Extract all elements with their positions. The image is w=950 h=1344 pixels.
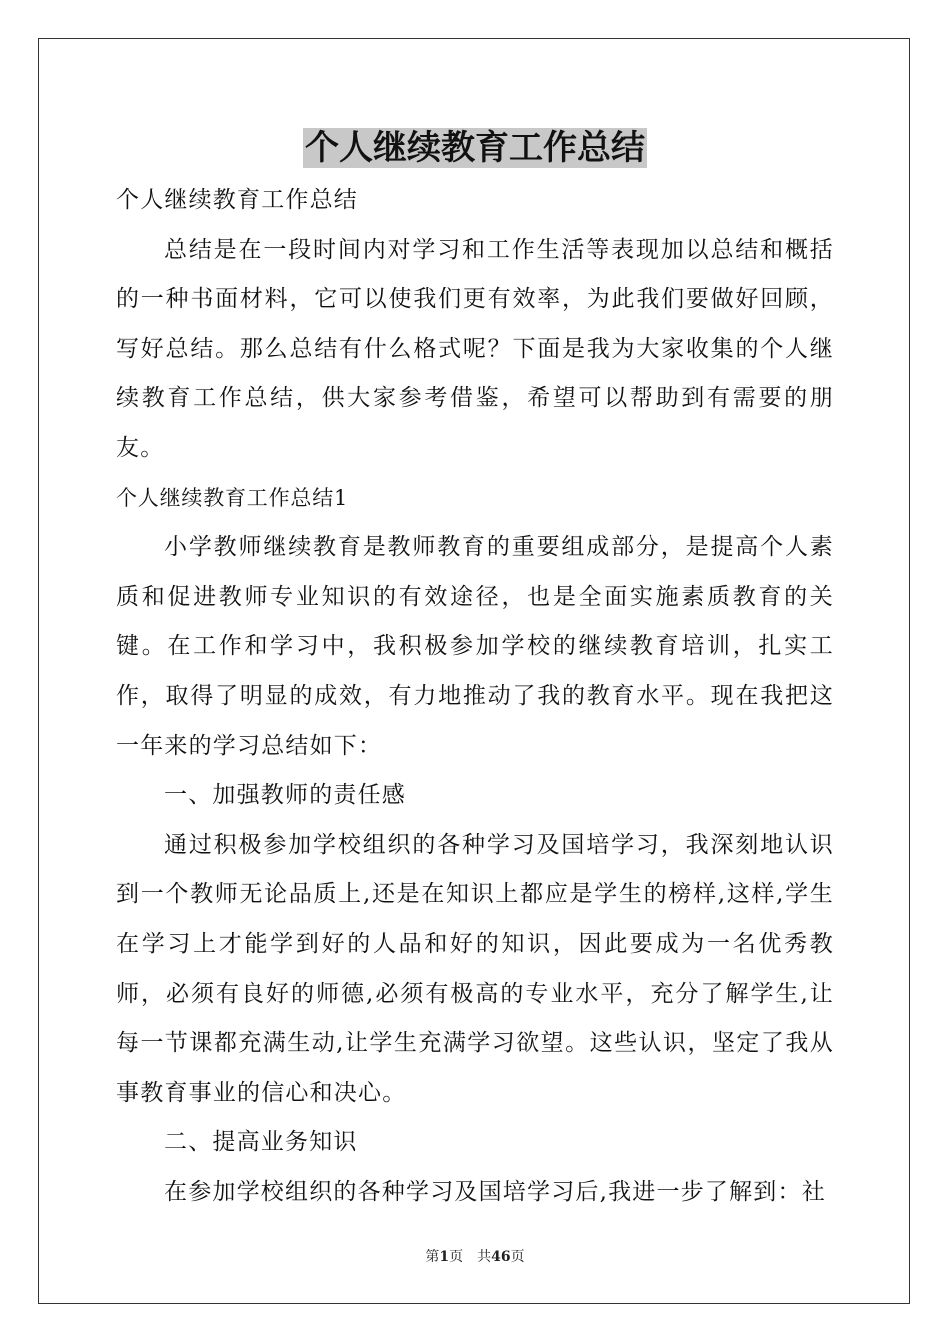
section-paragraph: 小学教师继续教育是教师教育的重要组成部分，是提高个人素质和促进教师专业知识的有效途径，也是全面实施素质教育的关键。在工作和学习中，我积极参加学校的继续教育培训，扎实工作，取得了明显的成效，有力地推动了我的教育水平。现在我把这一年来的学习总结如下： — [116, 534, 834, 759]
responsibility-paragraph: 通过积极参加学校组织的各种学习及国培学习，我深刻地认识到一个教师无论品质上,还是在知识上都应是学生的榜样,这样,学生在学习上才能学到好的人品和好的知识，因此要成为一名优秀教师，必须有良好的师德,必须有极高的专业水平，充分了解学生,让每一节课都充满生动,让学生充满学习欲望。这些认识，坚定了我从事教育事业的信心和决心。 — [116, 831, 834, 1106]
subtitle: 个人继续教育工作总结 — [116, 187, 358, 213]
page-footer — [0, 1246, 950, 1266]
heading-knowledge: 二、提高业务知识 — [164, 1129, 358, 1156]
total-suffix: 页 — [510, 1249, 525, 1265]
page-prefix: 第 — [425, 1249, 440, 1265]
title-text: 个人继续教育工作总结 — [305, 128, 645, 168]
total-pages: 46 — [491, 1249, 511, 1265]
document-body — [116, 176, 834, 1217]
total-prefix: 共 — [477, 1249, 492, 1265]
heading-responsibility: 一、加强教师的责任感 — [164, 782, 406, 809]
document-title — [0, 120, 950, 176]
intro-paragraph: 总结是在一段时间内对学习和工作生活等表现加以总结和概括的一种书面材料，它可以使我们更有效率，为此我们要做好回顾，写好总结。那么总结有什么格式呢？下面是我为大家收集的个人继续教育工作总结，供大家参考借鉴，希望可以帮助到有需要的朋友。 — [116, 236, 834, 461]
page-suffix: 页 — [449, 1249, 464, 1265]
section-title: 个人继续教育工作总结1 — [116, 485, 349, 510]
knowledge-paragraph: 在参加学校组织的各种学习及国培学习后,我进一步了解到：社 — [164, 1178, 826, 1205]
page-number: 1 — [439, 1249, 450, 1265]
